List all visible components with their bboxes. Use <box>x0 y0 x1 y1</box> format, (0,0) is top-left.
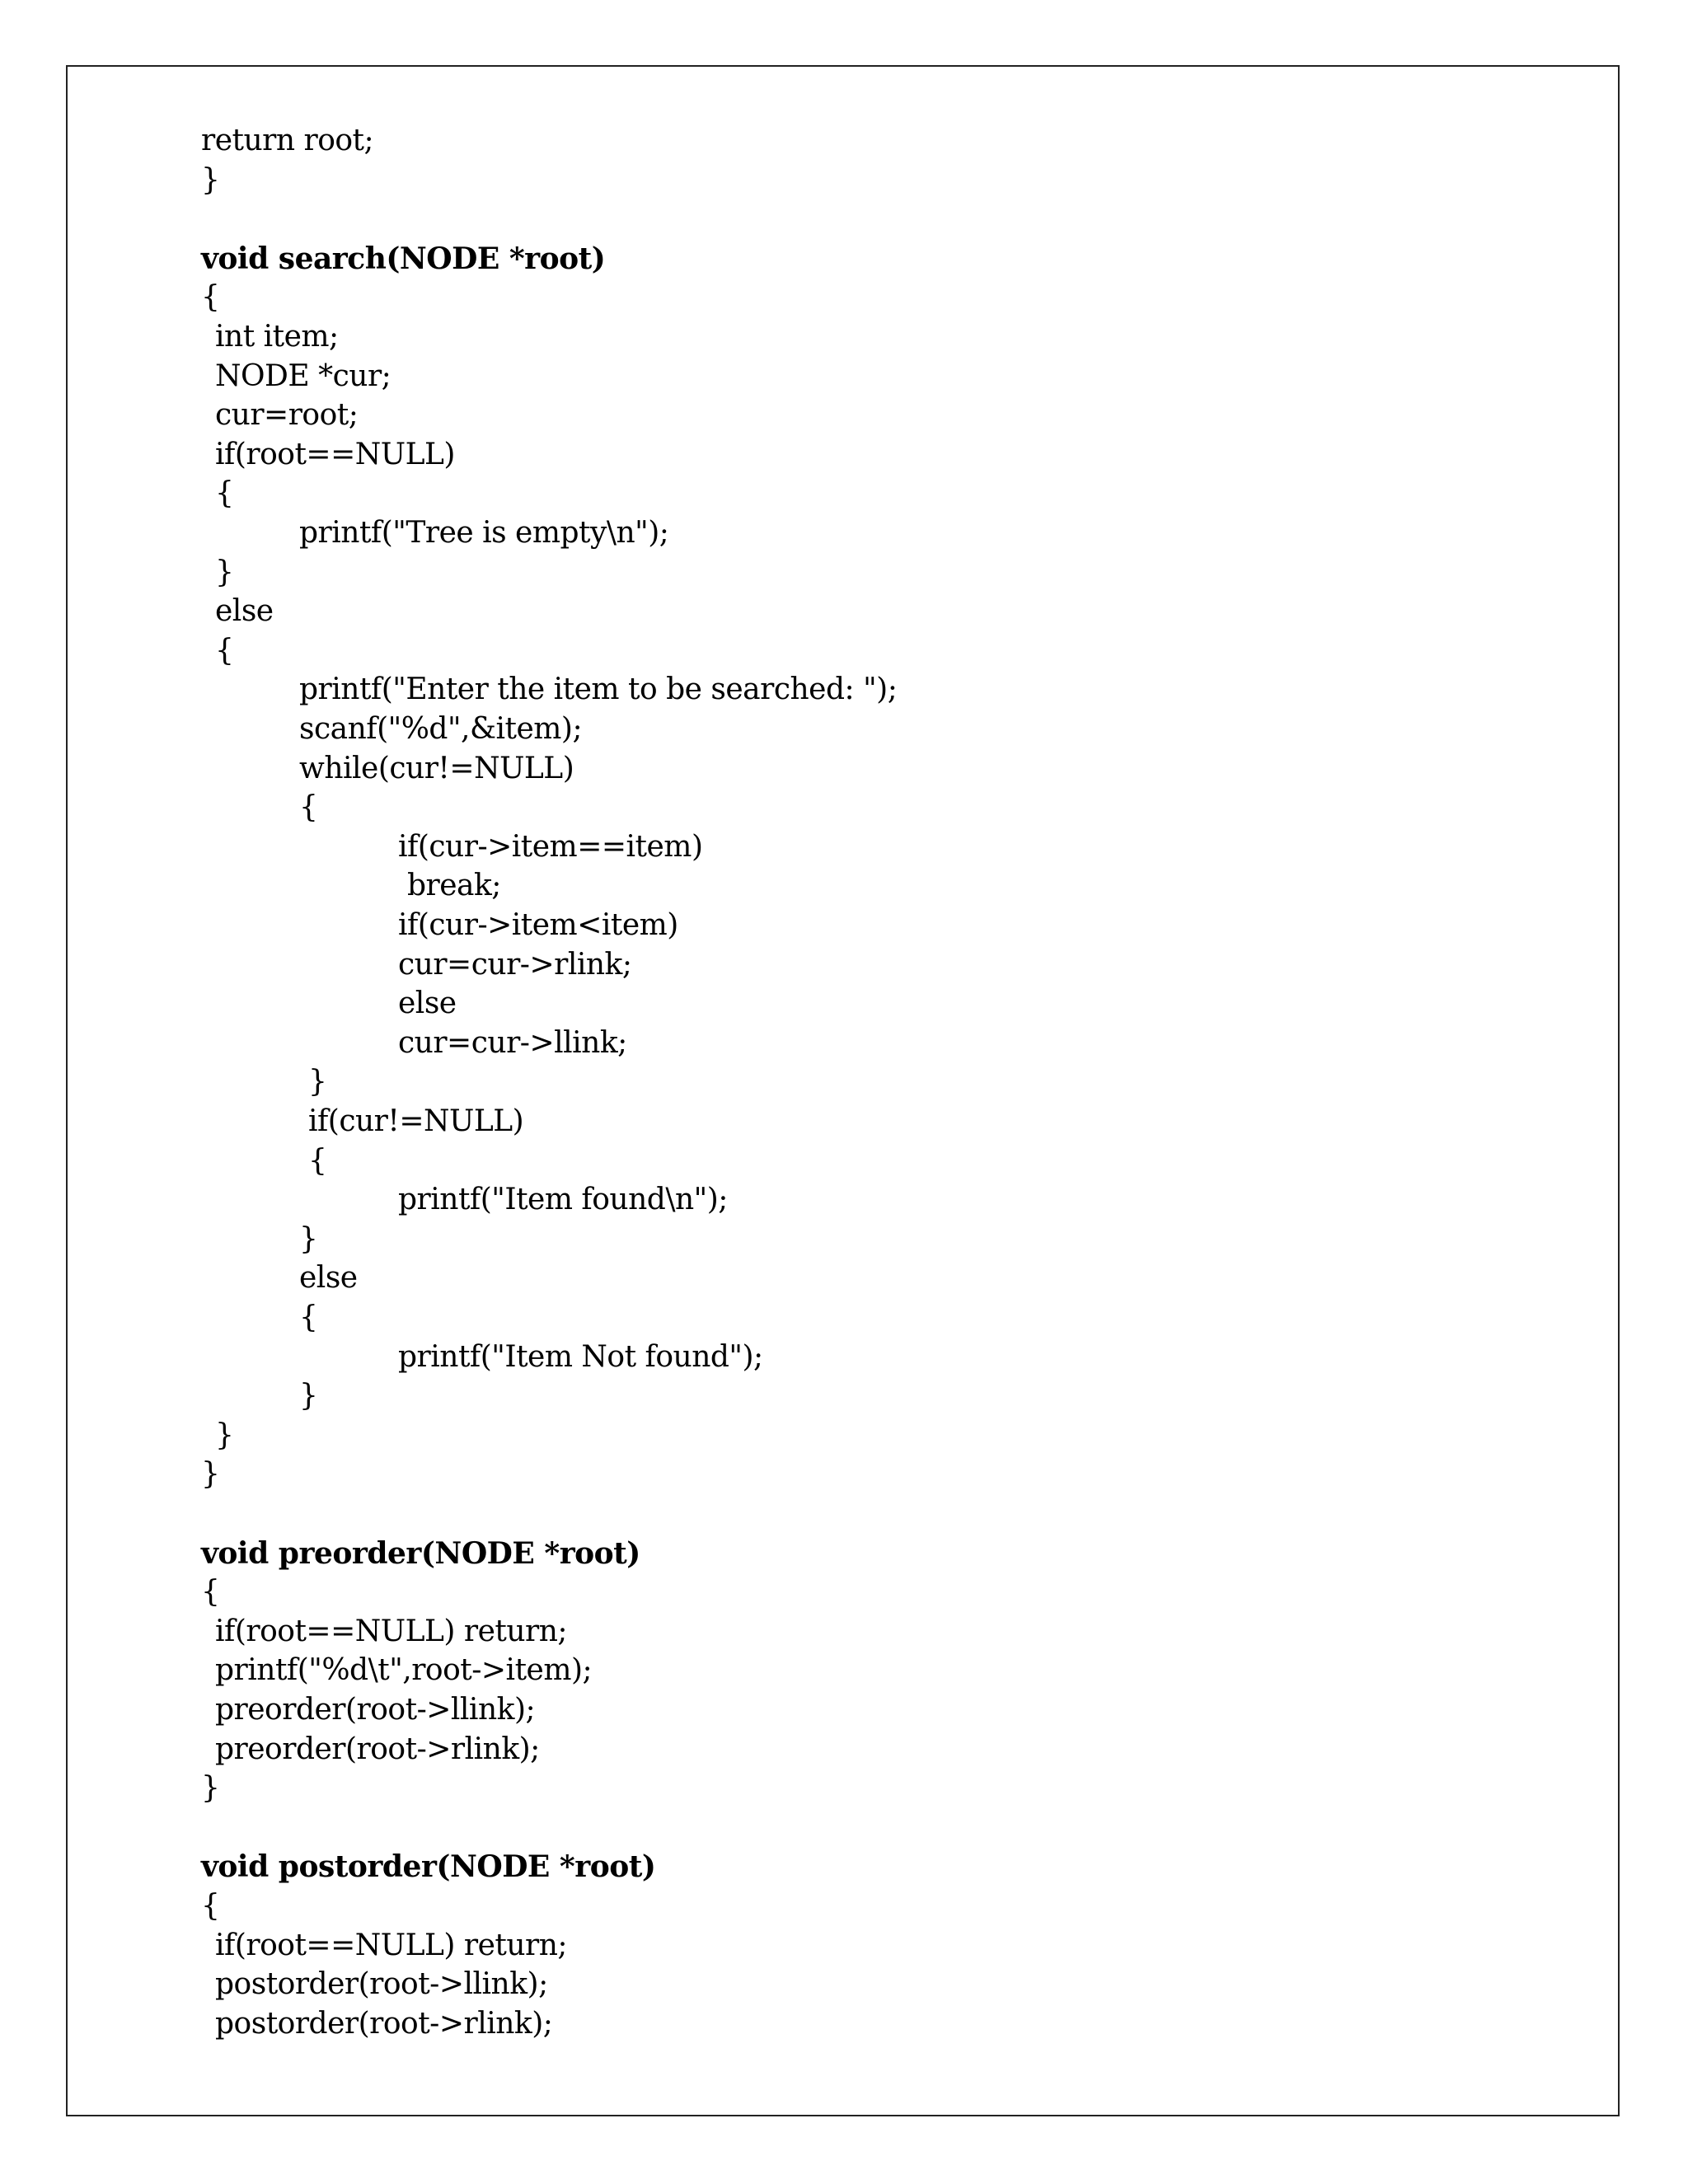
code-line: printf("%d\t",root->item); <box>215 1653 593 1687</box>
code-line: postorder(root->llink); <box>215 1967 548 2001</box>
code-line: preorder(root->llink); <box>215 1693 536 1727</box>
code-line: cur=root; <box>215 398 359 432</box>
code-line: NODE *cur; <box>215 359 392 393</box>
code-line: int item; <box>215 320 339 354</box>
code-line: printf("Item found\n"); <box>398 1183 728 1216</box>
code-line: printf("Tree is empty\n"); <box>299 516 669 550</box>
function-signature: void search(NODE *root) <box>201 241 606 276</box>
code-line: printf("Enter the item to be searched: "); <box>299 673 898 706</box>
code-line: { <box>201 280 220 314</box>
code-line: { <box>201 1575 220 1609</box>
code-line: if(cur->item<item) <box>398 908 678 942</box>
code-line: { <box>299 790 318 824</box>
code-line: } <box>299 1379 318 1413</box>
code-line: } <box>299 1065 327 1099</box>
code-line: if(root==NULL) return; <box>215 1615 568 1648</box>
code-line: } <box>201 1457 220 1491</box>
code-line: break; <box>398 869 501 902</box>
code-listing <box>68 67 1618 2115</box>
code-line: else <box>398 987 457 1020</box>
code-line: cur=cur->llink; <box>398 1026 627 1060</box>
code-line: return root; <box>201 124 374 157</box>
code-line: } <box>215 555 234 589</box>
code-line: if(root==NULL) return; <box>215 1929 568 1962</box>
code-line: printf("Item Not found"); <box>398 1340 763 1374</box>
code-line: postorder(root->rlink); <box>215 2007 553 2041</box>
page-frame <box>66 65 1620 2116</box>
code-line: { <box>299 1144 327 1178</box>
code-line: } <box>299 1222 318 1256</box>
code-line: { <box>201 1889 220 1923</box>
function-signature: void postorder(NODE *root) <box>201 1849 656 1884</box>
code-line: { <box>299 1301 318 1334</box>
code-line: else <box>299 1261 358 1295</box>
function-signature: void preorder(NODE *root) <box>201 1536 640 1571</box>
code-line: { <box>215 634 234 668</box>
code-line: } <box>215 1418 234 1452</box>
code-line: else <box>215 594 274 628</box>
code-line: if(root==NULL) <box>215 438 455 471</box>
code-line: } <box>201 163 220 197</box>
code-line: if(cur->item==item) <box>398 830 703 864</box>
code-line: { <box>215 476 234 510</box>
code-line: if(cur!=NULL) <box>299 1104 524 1138</box>
code-line: scanf("%d",&item); <box>299 712 583 746</box>
code-line: preorder(root->rlink); <box>215 1732 540 1766</box>
code-line: while(cur!=NULL) <box>299 752 574 785</box>
code-line: cur=cur->rlink; <box>398 948 632 982</box>
code-line: } <box>201 1771 220 1805</box>
